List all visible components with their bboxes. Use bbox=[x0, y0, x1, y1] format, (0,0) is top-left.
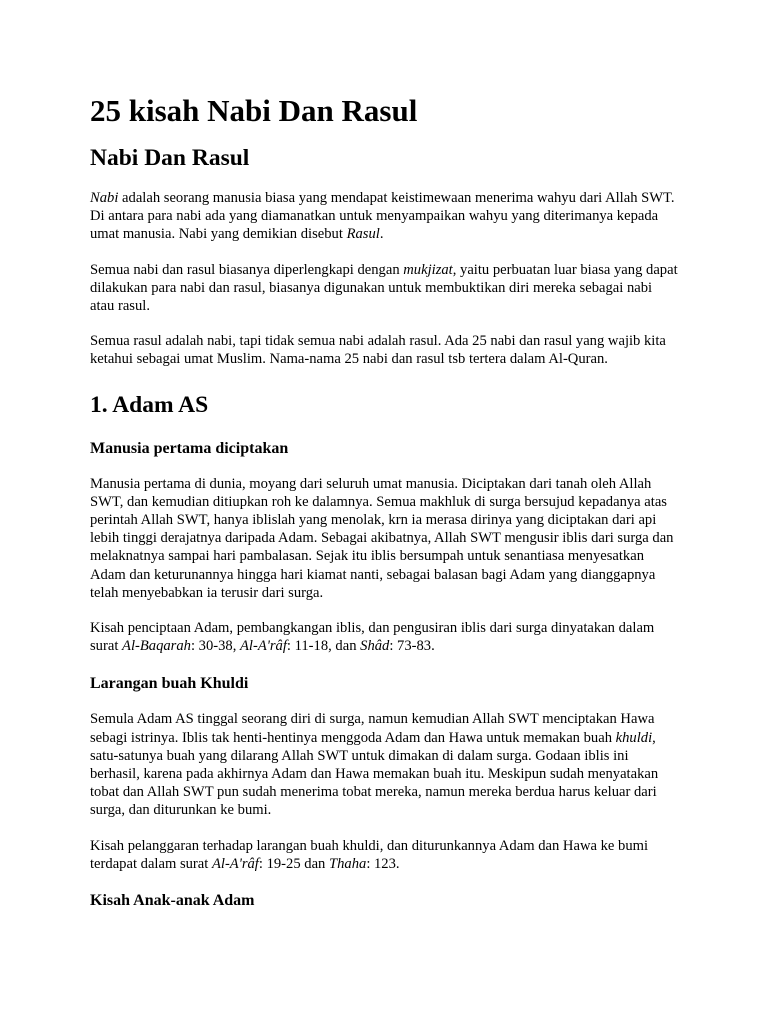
paragraph-nabi-definition: Nabi adalah seorang manusia biasa yang mendapat keistimewaan menerima wahyu dari Allah SWT. Di antara para nabi ada yang diamanatkan untuk menyampaikan wahyu yang diterimanya kepada umat manusia. Nabi yang demikian disebut Rasul. bbox=[90, 190, 675, 243]
subheading-manusia-pertama: Manusia pertama diciptakan bbox=[90, 439, 289, 457]
subheading-anak-anak-adam: Kisah Anak-anak Adam bbox=[90, 892, 255, 910]
paragraph-mukjizat: Semua nabi dan rasul biasanya diperlengkapi dengan mukjizat, yaitu perbuatan luar biasa yang dapat dilakukan para nabi dan rasul, biasanya digunakan untuk membuktikan diri mereka sebagai nabi atau rasul. bbox=[90, 261, 678, 315]
section-heading-nabi-dan-rasul: Nabi Dan Rasul bbox=[90, 145, 250, 171]
paragraph-kisah-pelanggaran: Kisah pelanggaran terhadap larangan buah khuldi, dan diturunkannya Adam dan Hawa ke bumi terdapat dalam surat Al-A'râf: 19-25 dan Thaha: 123. bbox=[90, 837, 649, 872]
paragraph-25-nabi: Semua rasul adalah nabi, tapi tidak semua nabi adalah rasul. Ada 25 nabi dan rasul yang wajib kita ketahui sebagai umat Muslim. Nama-nama 25 nabi dan rasul tsb tertera dalam Al-Quran. bbox=[90, 333, 666, 368]
ref-thaha: Thaha bbox=[329, 855, 367, 872]
term-rasul: Rasul bbox=[346, 226, 380, 243]
paragraph-larangan-khuldi: Semula Adam AS tinggal seorang diri di surga, namun kemudian Allah SWT menciptakan Hawa sebagi istrinya. Iblis tak henti-hentinya menggoda Adam dan Hawa untuk memakan buah khuldi, satu-satunya buah yang dilarang Allah SWT untuk dimakan di dalam surga. Godaan iblis ini berhasil, karena pada akhirnya Adam dan Hawa memakan buah itu. Meskipun sudah menyatakan tobat dan Allah SWT pun sudah menerima tobat mereka, namun mereka berdua harus keluar dari surga, dan diturunkan ke bumi. bbox=[90, 711, 659, 819]
subheading-larangan-khuldi: Larangan buah Khuldi bbox=[90, 675, 249, 693]
term-mukjizat: mukjizat bbox=[403, 261, 453, 278]
document-title: 25 kisah Nabi Dan Rasul bbox=[90, 93, 418, 128]
ref-al-baqarah: Al-Baqarah bbox=[122, 638, 191, 655]
paragraph-kisah-penciptaan: Kisah penciptaan Adam, pembangkangan iblis, dan pengusiran iblis dari surga dinyatakan dalam surat Al-Baqarah: 30-38, Al-A'râf: 11-18, dan Shâd: 73-83. bbox=[90, 620, 655, 655]
ref-shad: Shâd bbox=[360, 638, 390, 655]
ref-al-araf-2: Al-A'râf bbox=[211, 855, 259, 872]
ref-al-araf: Al-A'râf bbox=[240, 638, 287, 655]
term-nabi: Nabi bbox=[90, 190, 119, 206]
paragraph-manusia-pertama: Manusia pertama di dunia, moyang dari seluruh umat manusia. Diciptakan dari tanah oleh Allah SWT, dan kemudian ditiupkan roh ke dalamnya. Semua makhluk di surga bersujud kepadanya atas perintah Allah SWT, hanya iblislah yang menolak, krn ia merasa dirinya yang diciptakan dari api lebih tinggi derajatnya daripada Adam. Sebagai akibatnya, Allah SWT mengusir iblis dari surga dan melaknatnya sampai hari pambalasan. Sejak itu iblis bersumpah untuk senantiasa menyesatkan Adam dan keturunannya hingga hari kiamat nanti, sebagai balasan bagi Adam yang dianggapnya telah menyebabkan ia terusir dari surga. bbox=[90, 475, 674, 601]
term-khuldi: khuldi bbox=[615, 729, 653, 746]
section-heading-adam: 1. Adam AS bbox=[90, 391, 209, 418]
